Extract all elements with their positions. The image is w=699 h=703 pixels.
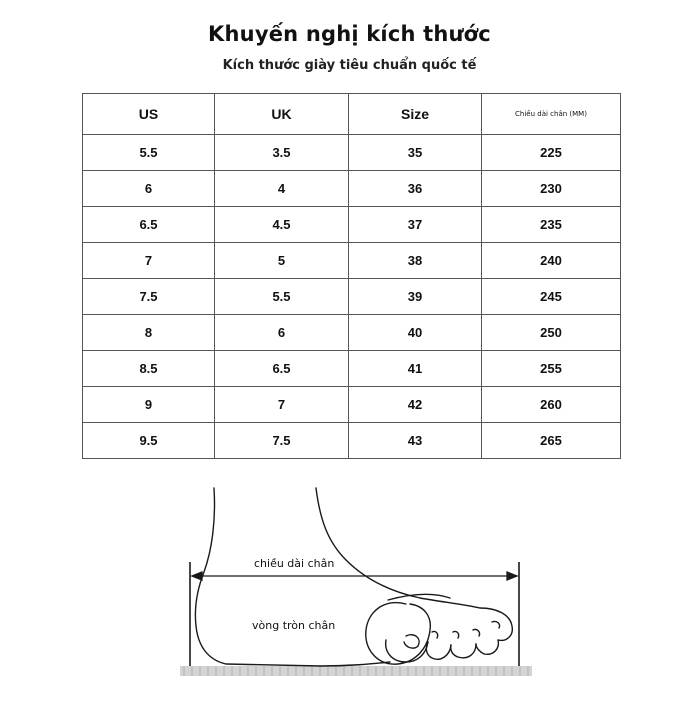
- cell-foot-length: 235: [482, 207, 621, 243]
- cell-size: 37: [349, 207, 482, 243]
- table-row: [83, 135, 621, 171]
- cell-uk: 7.5: [215, 423, 349, 459]
- cell-uk: 3.5: [215, 135, 349, 171]
- table-row: [83, 207, 621, 243]
- table-row: [83, 243, 621, 279]
- table-row: [83, 171, 621, 207]
- foot-outline: [195, 488, 512, 666]
- ground-strip: [180, 666, 532, 676]
- table-row: [83, 351, 621, 387]
- table-row: [83, 279, 621, 315]
- cell-us: 8: [83, 315, 215, 351]
- column-header-uk: UK: [215, 94, 349, 135]
- page-subtitle: Kích thước giày tiêu chuẩn quốc tế: [222, 58, 477, 73]
- cell-size: 43: [349, 423, 482, 459]
- cell-foot-length: 255: [482, 351, 621, 387]
- cell-uk: 6.5: [215, 351, 349, 387]
- cell-size: 38: [349, 243, 482, 279]
- cell-foot-length: 250: [482, 315, 621, 351]
- table-row: [83, 315, 621, 351]
- cell-uk: 7: [215, 387, 349, 423]
- table-header-row: [83, 94, 621, 135]
- cell-us: 5.5: [83, 135, 215, 171]
- foot-illustration: [170, 480, 540, 699]
- table-row: [83, 423, 621, 459]
- cell-us: 9: [83, 387, 215, 423]
- page-title: Khuyến nghị kích thước: [208, 22, 491, 46]
- foot-measurement-diagram: [170, 480, 540, 699]
- cell-uk: 5.5: [215, 279, 349, 315]
- cell-uk: 5: [215, 243, 349, 279]
- foot-girth-label: vòng tròn chân: [252, 619, 336, 632]
- cell-foot-length: 240: [482, 243, 621, 279]
- cell-foot-length: 230: [482, 171, 621, 207]
- cell-size: 35: [349, 135, 482, 171]
- cell-us: 7.5: [83, 279, 215, 315]
- cell-foot-length: 265: [482, 423, 621, 459]
- cell-foot-length: 260: [482, 387, 621, 423]
- cell-us: 8.5: [83, 351, 215, 387]
- cell-us: 7: [83, 243, 215, 279]
- cell-size: 41: [349, 351, 482, 387]
- cell-foot-length: 225: [482, 135, 621, 171]
- foot-length-label: chiều dài chân: [254, 557, 335, 570]
- cell-us: 6.5: [83, 207, 215, 243]
- cell-size: 42: [349, 387, 482, 423]
- column-header-us: US: [83, 94, 215, 135]
- cell-uk: 6: [215, 315, 349, 351]
- column-header-foot-length: Chiều dài chân (MM): [482, 94, 621, 135]
- cell-size: 36: [349, 171, 482, 207]
- cell-size: 40: [349, 315, 482, 351]
- cell-uk: 4: [215, 171, 349, 207]
- cell-uk: 4.5: [215, 207, 349, 243]
- table-row: [83, 387, 621, 423]
- cell-us: 9.5: [83, 423, 215, 459]
- cell-us: 6: [83, 171, 215, 207]
- column-header-size: Size: [349, 94, 482, 135]
- foot-length-arrow: [192, 572, 517, 580]
- cell-foot-length: 245: [482, 279, 621, 315]
- cell-size: 39: [349, 279, 482, 315]
- size-chart-table: [82, 93, 621, 459]
